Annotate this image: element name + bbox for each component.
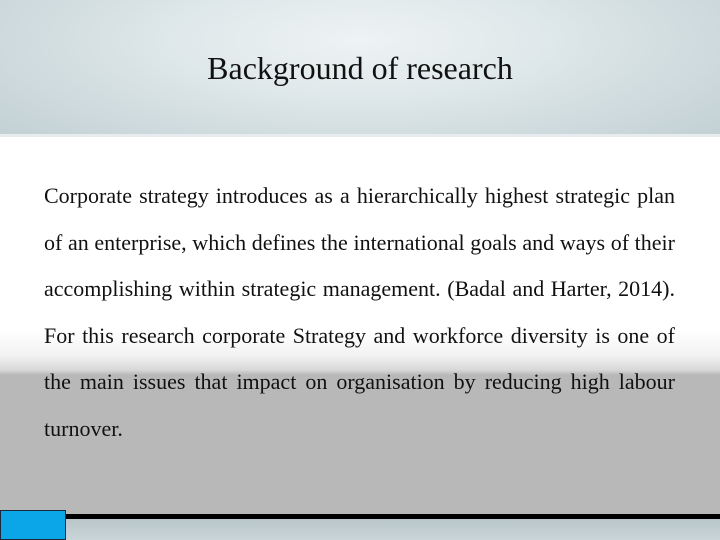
- slide-title: Background of research: [207, 50, 513, 86]
- body-paragraph: Corporate strategy introduces as a hierarchically highest strategic plan of an enterprise, which defines the international goals and ways of their accomplishing within strategic management. (Badal and Harter, 2014). For this research corporate Strategy and workforce diversity is one of the main issues that impact on organisation by reducing high labour turnover.: [44, 183, 675, 441]
- slide-footer: [0, 519, 720, 540]
- accent-box: [0, 510, 66, 540]
- slide-body: [0, 142, 720, 514]
- slide-header: [0, 0, 720, 137]
